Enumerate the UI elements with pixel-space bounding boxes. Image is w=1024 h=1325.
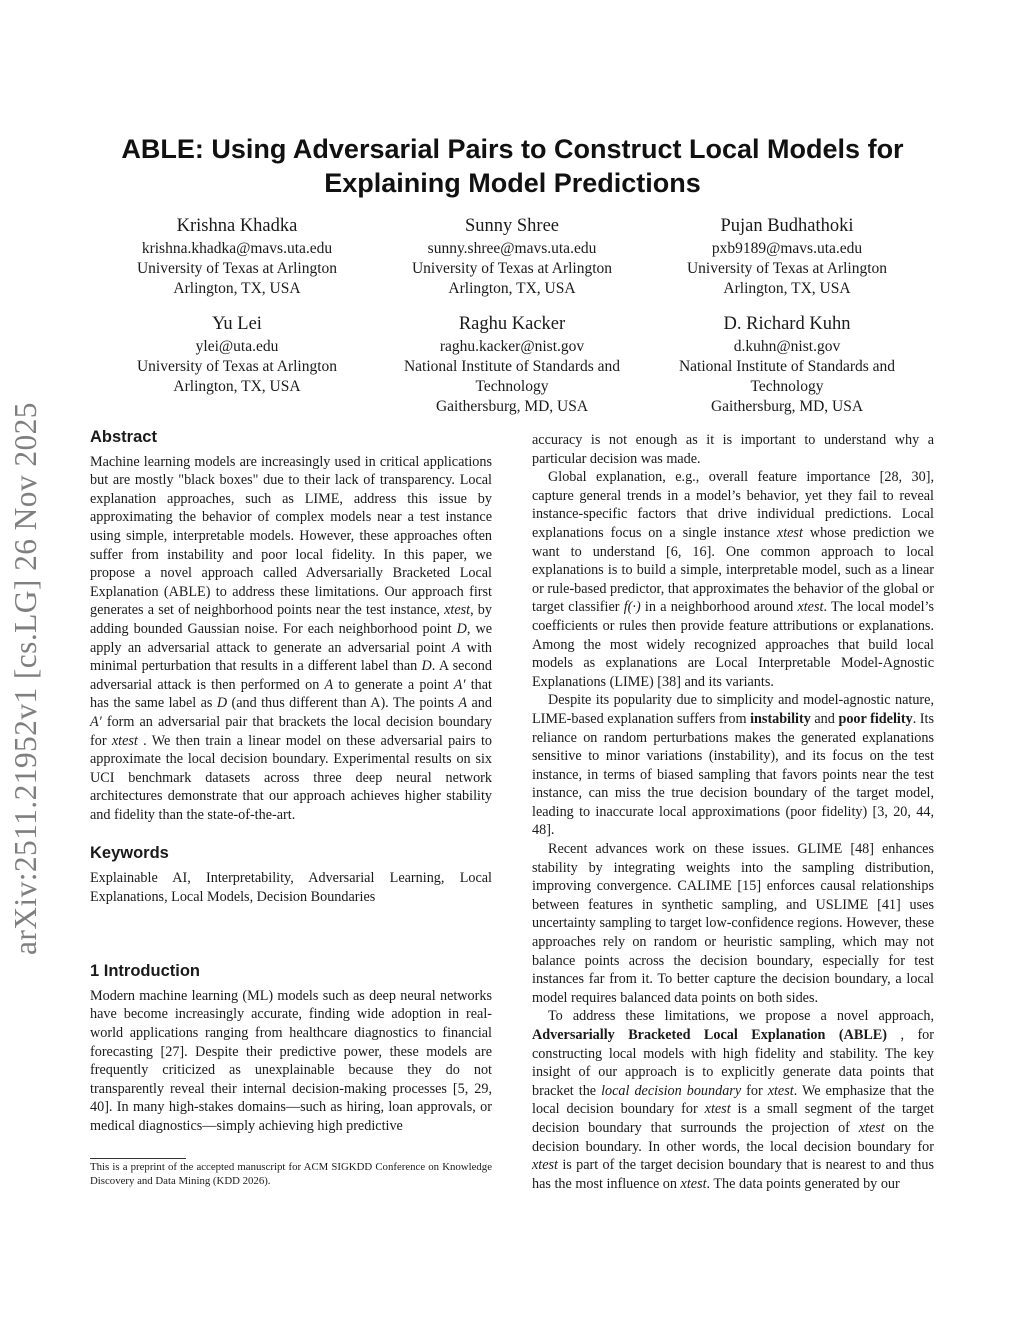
keywords-heading: Keywords xyxy=(90,844,169,863)
paragraph: Global explanation, e.g., overall feature importance [28, 30], capture general trends in a model’s behavior, yet they fail to reveal instance-specific factors that drive individual predictions. Local explanations focus on a single instance xtest whose prediction we want to understand [6, 16]. One common approach to local explanations is to build a simple, interpretable model, such as a linear or rule-based predictor, that approximates the behavior of the global or target classifier f(·) in a neighborhood around xtest. The local model’s coefficients or rules then provide feature attributions or explanations. Among the most widely recognized approaches that build local models as explanations are Local Interpretable Model-Agnostic Explanations (LIME) [38] and its variants. xyxy=(532,469,935,690)
author-location: Arlington, TX, USA xyxy=(173,378,301,395)
author-block xyxy=(652,312,922,417)
author-name: Sunny Shree xyxy=(464,216,560,236)
right-column xyxy=(532,431,934,1193)
author-email: ylei@uta.edu xyxy=(195,338,279,355)
introduction-heading: 1 Introduction xyxy=(90,962,200,981)
author-affiliation: University of Texas at Arlington xyxy=(136,260,338,277)
author-name: D. Richard Kuhn xyxy=(723,314,851,334)
author-email: d.kuhn@nist.gov xyxy=(733,338,841,355)
author-name: Raghu Kacker xyxy=(458,314,566,334)
author-block xyxy=(652,214,922,299)
footnote: This is a preprint of the accepted manuscript for ACM SIGKDD Conference on Knowledge Discovery and Data Mining (KDD 2026). xyxy=(90,1161,492,1187)
author-affiliation: University of Texas at Arlington xyxy=(411,260,613,277)
author-name: Yu Lei xyxy=(212,314,262,334)
author-block xyxy=(102,312,372,397)
author-name: Krishna Khadka xyxy=(176,216,298,236)
author-location: Gaithersburg, MD, USA xyxy=(435,398,589,415)
paragraph: To address these limitations, we propose a novel approach, Adversarially Bracketed Local Explanation (ABLE) , for constructing local models with high fidelity and stability. The key insight of our approach is to explicitly generate data points that bracket the local decision boundary for xtest. We emphasize that the local decision boundary for xtest is a small segment of the target decision boundary that surrounds the projection of xtest on the decision boundary. In other words, the local decision boundary for xtest is part of the target decision boundary that is nearest to and thus has the most influence on xtest. The data points generated by our xyxy=(532,1008,935,1192)
abstract-heading: Abstract xyxy=(90,428,157,446)
arxiv-identifier: arXiv:2511.21952v1 [cs.LG] 26 Nov 2025 xyxy=(8,402,43,955)
author-affiliation: National Institute of Standards and Technology xyxy=(678,358,896,395)
paragraph: Despite its popularity due to simplicity and model-agnostic nature, LIME-based explanation suffers from instability and poor fidelity. Its reliance on random perturbations makes the generated explanations sensitive to minor variations (instability), and its focus on the test instance, in terms of biased sampling that favors points near the test instance, can miss the true decision boundary of the target model, leading to inaccurate local approximations (poor fidelity) [3, 20, 44, 48]. xyxy=(532,692,934,839)
author-location: Arlington, TX, USA xyxy=(723,280,851,297)
footnote-rule xyxy=(90,1158,186,1159)
paper-title: ABLE: Using Adversarial Pairs to Construct Local Models for Explaining Model Predictions xyxy=(121,134,904,198)
paragraph: accuracy is not enough as it is important to understand why a particular decision was made. xyxy=(532,432,934,467)
author-email: krishna.khadka@mavs.uta.edu xyxy=(141,240,333,257)
author-email: pxb9189@mavs.uta.edu xyxy=(711,240,863,257)
paragraph: Recent advances work on these issues. GLIME [48] enhances stability by integrating weights into the sampling distribution, improving convergence. CALIME [15] enforces causal relationships between features in synthetic sampling, and USLIME [41] uses uncertainty sampling to target low-confidence regions. However, these approaches rely on random or heuristic sampling, which may not balance points across the decision boundary, especially for test instances far from it. To better capture the decision boundary, a local model requires balanced data points on both sides. xyxy=(532,841,934,1006)
author-email: raghu.kacker@nist.gov xyxy=(439,338,585,355)
author-block xyxy=(102,214,372,299)
author-block xyxy=(377,214,647,299)
author-location: Arlington, TX, USA xyxy=(173,280,301,297)
author-affiliation: National Institute of Standards and Technology xyxy=(403,358,621,395)
author-affiliation: University of Texas at Arlington xyxy=(136,358,338,375)
abstract-text: Machine learning models are increasingly used in critical applications but are mostly "black boxes" due to their lack of transparency. Local explanation approaches, such as LIME, address this issue by approximating the behavior of complex models near a test instance using simple, interpretable models. However, these approaches often suffer from instability and poor local fidelity. In this paper, we propose a novel approach called Adversarially Bracketed Local Explanation (ABLE) to address these limitations. Our approach first generates a set of neighborhood points near the test instance, xtest, by adding bounded Gaussian noise. For each neighborhood point D, we apply an adversarial attack to generate an adversarial point A with minimal perturbation that results in a different label than D. A second adversarial attack is then performed on A to generate a point A′ that has the same label as D (and thus different than A). The points A and A′ form an adversarial pair that brackets the local decision boundary for xtest . We then train a linear model on these adversarial pairs to approximate the local decision boundary. Experimental results on six UCI benchmark datasets across three deep neural network architectures demonstrate that our approach achieves higher stability and fidelity than the state-of-the-art. xyxy=(90,453,492,823)
author-location: Gaithersburg, MD, USA xyxy=(710,398,864,415)
author-location: Arlington, TX, USA xyxy=(448,280,576,297)
left-column xyxy=(90,428,492,1136)
keywords-text: Explainable AI, Interpretability, Adversarial Learning, Local Explanations, Local Models, Decision Boundaries xyxy=(90,870,492,905)
author-name: Pujan Budhathoki xyxy=(720,216,854,236)
author-email: sunny.shree@mavs.uta.edu xyxy=(427,240,597,257)
introduction-text: Modern machine learning (ML) models such as deep neural networks have become increasingly accurate, finding wide adoption in real-world applications ranging from healthcare diagnostics to financial forecasting [27]. Despite their predictive power, these models are frequently criticized as unexplainable because they do not transparently reveal their internal decision-making processes [5, 29, 40]. In many high-stakes domains—such as hiring, loan approvals, or medical diagnostics—simply achieving high predictive xyxy=(90,987,492,1134)
author-affiliation: University of Texas at Arlington xyxy=(686,260,888,277)
author-block xyxy=(377,312,647,417)
